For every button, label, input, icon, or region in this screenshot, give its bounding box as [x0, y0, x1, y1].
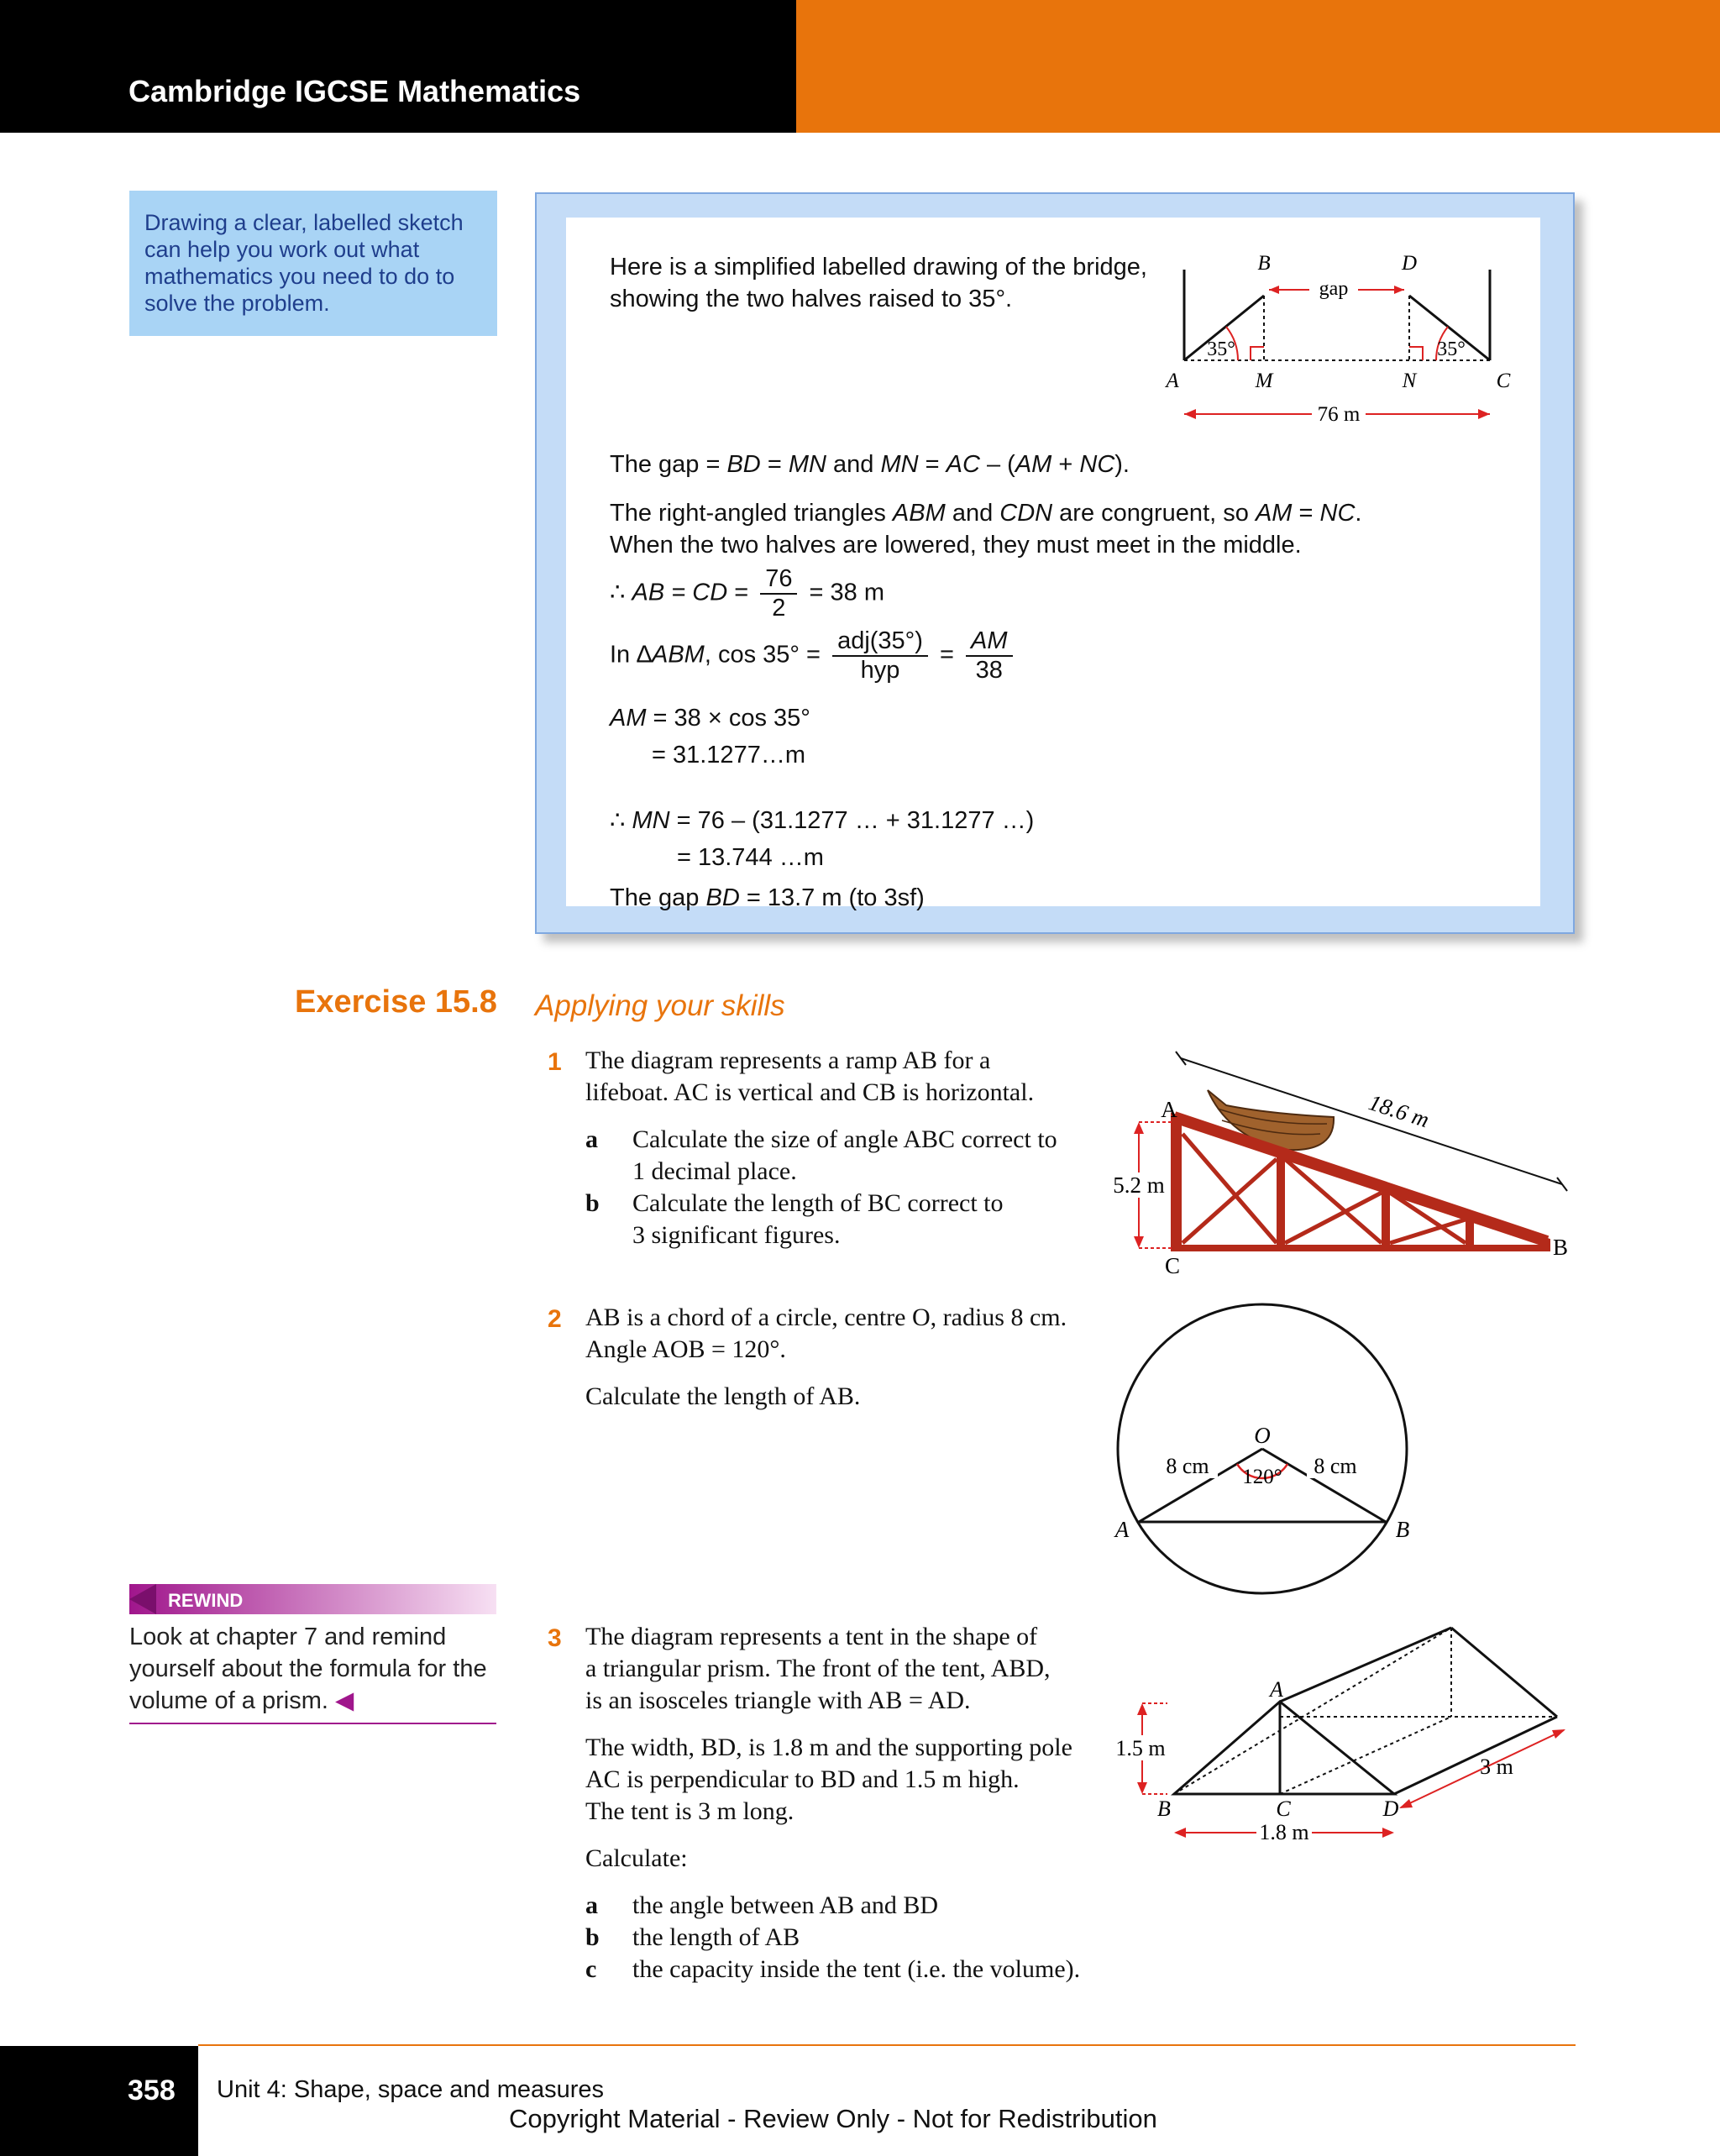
header-bar: [0, 0, 796, 133]
center-angle-label: 120°: [1242, 1466, 1282, 1488]
halves-statement: When the two halves are lowered, they must meet in the middle.: [610, 532, 1302, 559]
rewind-label: REWIND: [168, 1590, 244, 1611]
copyright-notice: Copyright Material - Review Only - Not for Redistribution: [509, 2104, 1157, 2133]
gap-equation: The gap = BD = MN and MN = AC – (AM + NC).: [610, 451, 1130, 478]
book-title: Cambridge IGCSE Mathematics: [128, 74, 581, 108]
tent-front: [1174, 1702, 1394, 1794]
ab-equation: ∴ AB = CD = $\frac{76}{2}$ = 38 m: [610, 565, 884, 622]
left-angle-label: 35°: [1207, 338, 1235, 360]
tent-point-B-label: B: [1157, 1797, 1171, 1821]
ramp-height-label: 5.2 m: [1113, 1172, 1165, 1198]
rewind-text: Look at chapter 7 and remind yourself about the formula for the volume of a prism. ◀: [129, 1624, 487, 1714]
point-M-label: M: [1255, 370, 1273, 392]
question-3-text: The diagram represents a tent in the shape of a triangular prism. The front of the tent, ABD, is an isosceles triangle with AB = AD. The width, BD, is 1.8 m and the supporting pole AC is perpendicular to BD and 1.5 m high. The tent is 3 m long. Calculate: a the angle between AB and BD b the length of AB c the capacity inside the tent (i.e. the volume).: [585, 1623, 1081, 1983]
question-1-number: 1: [548, 1048, 562, 1076]
point-A-label: A: [1166, 370, 1179, 392]
rewind-divider: [129, 1723, 496, 1724]
circle-point-B-label: B: [1395, 1517, 1410, 1542]
span-label: 76 m: [1317, 403, 1361, 426]
question-2-number: 2: [548, 1305, 562, 1333]
tent-width-label: 1.8 m: [1259, 1820, 1309, 1844]
ramp-point-A-label: A: [1161, 1097, 1177, 1122]
ramp-diagram: [1100, 1041, 1587, 1285]
tent-diagram: [1100, 1613, 1587, 1856]
tent-height-label: 1.5 m: [1115, 1736, 1166, 1760]
mn-equation-2: = 13.744 …m: [677, 844, 824, 871]
tent-point-D-label: D: [1382, 1797, 1399, 1821]
am-equation-1: AM = 38 × cos 35°: [610, 705, 810, 732]
lifeboat: [1208, 1090, 1334, 1150]
worked-intro: Here is a simplified labelled drawing of the bridge, showing the two halves raised to 35°.: [610, 254, 1147, 312]
left-radius-label: 8 cm: [1166, 1454, 1209, 1478]
cos-equation: In ∆ABM, cos 35° = $\frac{\text{adj(35°)}}{\text{hyp}}$ = $\frac{AM}{38}$: [610, 627, 1018, 685]
mn-equation-1: ∴ MN = 76 – (31.1277 … + 31.1277 …): [610, 807, 1035, 834]
center-O-label: O: [1254, 1423, 1271, 1448]
right-radius-label: 8 cm: [1314, 1454, 1357, 1478]
question-1-text: The diagram represents a ramp AB for a lifeboat. AC is vertical and CB is horizontal. a Calculate the size of angle ABC correct to 1 decimal place. b Calculate the length of BC correct to 3 significant figures.: [585, 1047, 1057, 1249]
bridge-diagram: [1154, 234, 1532, 428]
page-number: 358: [128, 2075, 176, 2106]
gap-label: gap: [1319, 278, 1349, 300]
rewind-arrow-icon: [129, 1584, 156, 1614]
circle-diagram: [1100, 1302, 1436, 1604]
gap-result: The gap BD = 13.7 m (to 3sf): [610, 884, 925, 911]
am-equation-2: = 31.1277…m: [652, 742, 805, 769]
tent-length-label: 3 m: [1480, 1755, 1513, 1779]
point-N-label: N: [1402, 370, 1417, 392]
footer-divider: [198, 2044, 1576, 2046]
question-3-number: 3: [548, 1624, 562, 1652]
circle-point-A-label: A: [1114, 1517, 1130, 1542]
exercise-title: Applying your skills: [535, 989, 785, 1022]
exercise-label: Exercise 15.8: [295, 984, 497, 1020]
tip-text: Drawing a clear, labelled sketch can help you work out what mathematics you need to do to solve the problem.: [144, 210, 464, 316]
tent-point-C-label: C: [1276, 1797, 1291, 1821]
point-C-label: C: [1496, 370, 1511, 392]
point-B-label: B: [1257, 252, 1271, 275]
tent-point-A-label: A: [1270, 1677, 1283, 1702]
ramp-point-C-label: C: [1164, 1253, 1181, 1278]
question-2-text: AB is a chord of a circle, centre O, radius 8 cm. Angle AOB = 120°. Calculate the length of AB.: [585, 1304, 1067, 1410]
rewind-end-arrow-icon: ◀: [334, 1687, 354, 1714]
tip-box: [129, 191, 497, 336]
header-accent: [796, 0, 1720, 133]
ramp-point-B-label: B: [1552, 1235, 1569, 1260]
point-D-label: D: [1401, 252, 1418, 275]
ramp-length-label: 18.6 m: [1366, 1089, 1433, 1133]
unit-title: Unit 4: Shape, space and measures: [217, 2076, 605, 2103]
right-angle-label: 35°: [1437, 338, 1466, 360]
worked-example-content: [566, 218, 1540, 911]
congruent-statement: The right-angled triangles ABM and CDN are congruent, so AM = NC.: [610, 500, 1362, 527]
worked-example-box: [535, 192, 1575, 934]
